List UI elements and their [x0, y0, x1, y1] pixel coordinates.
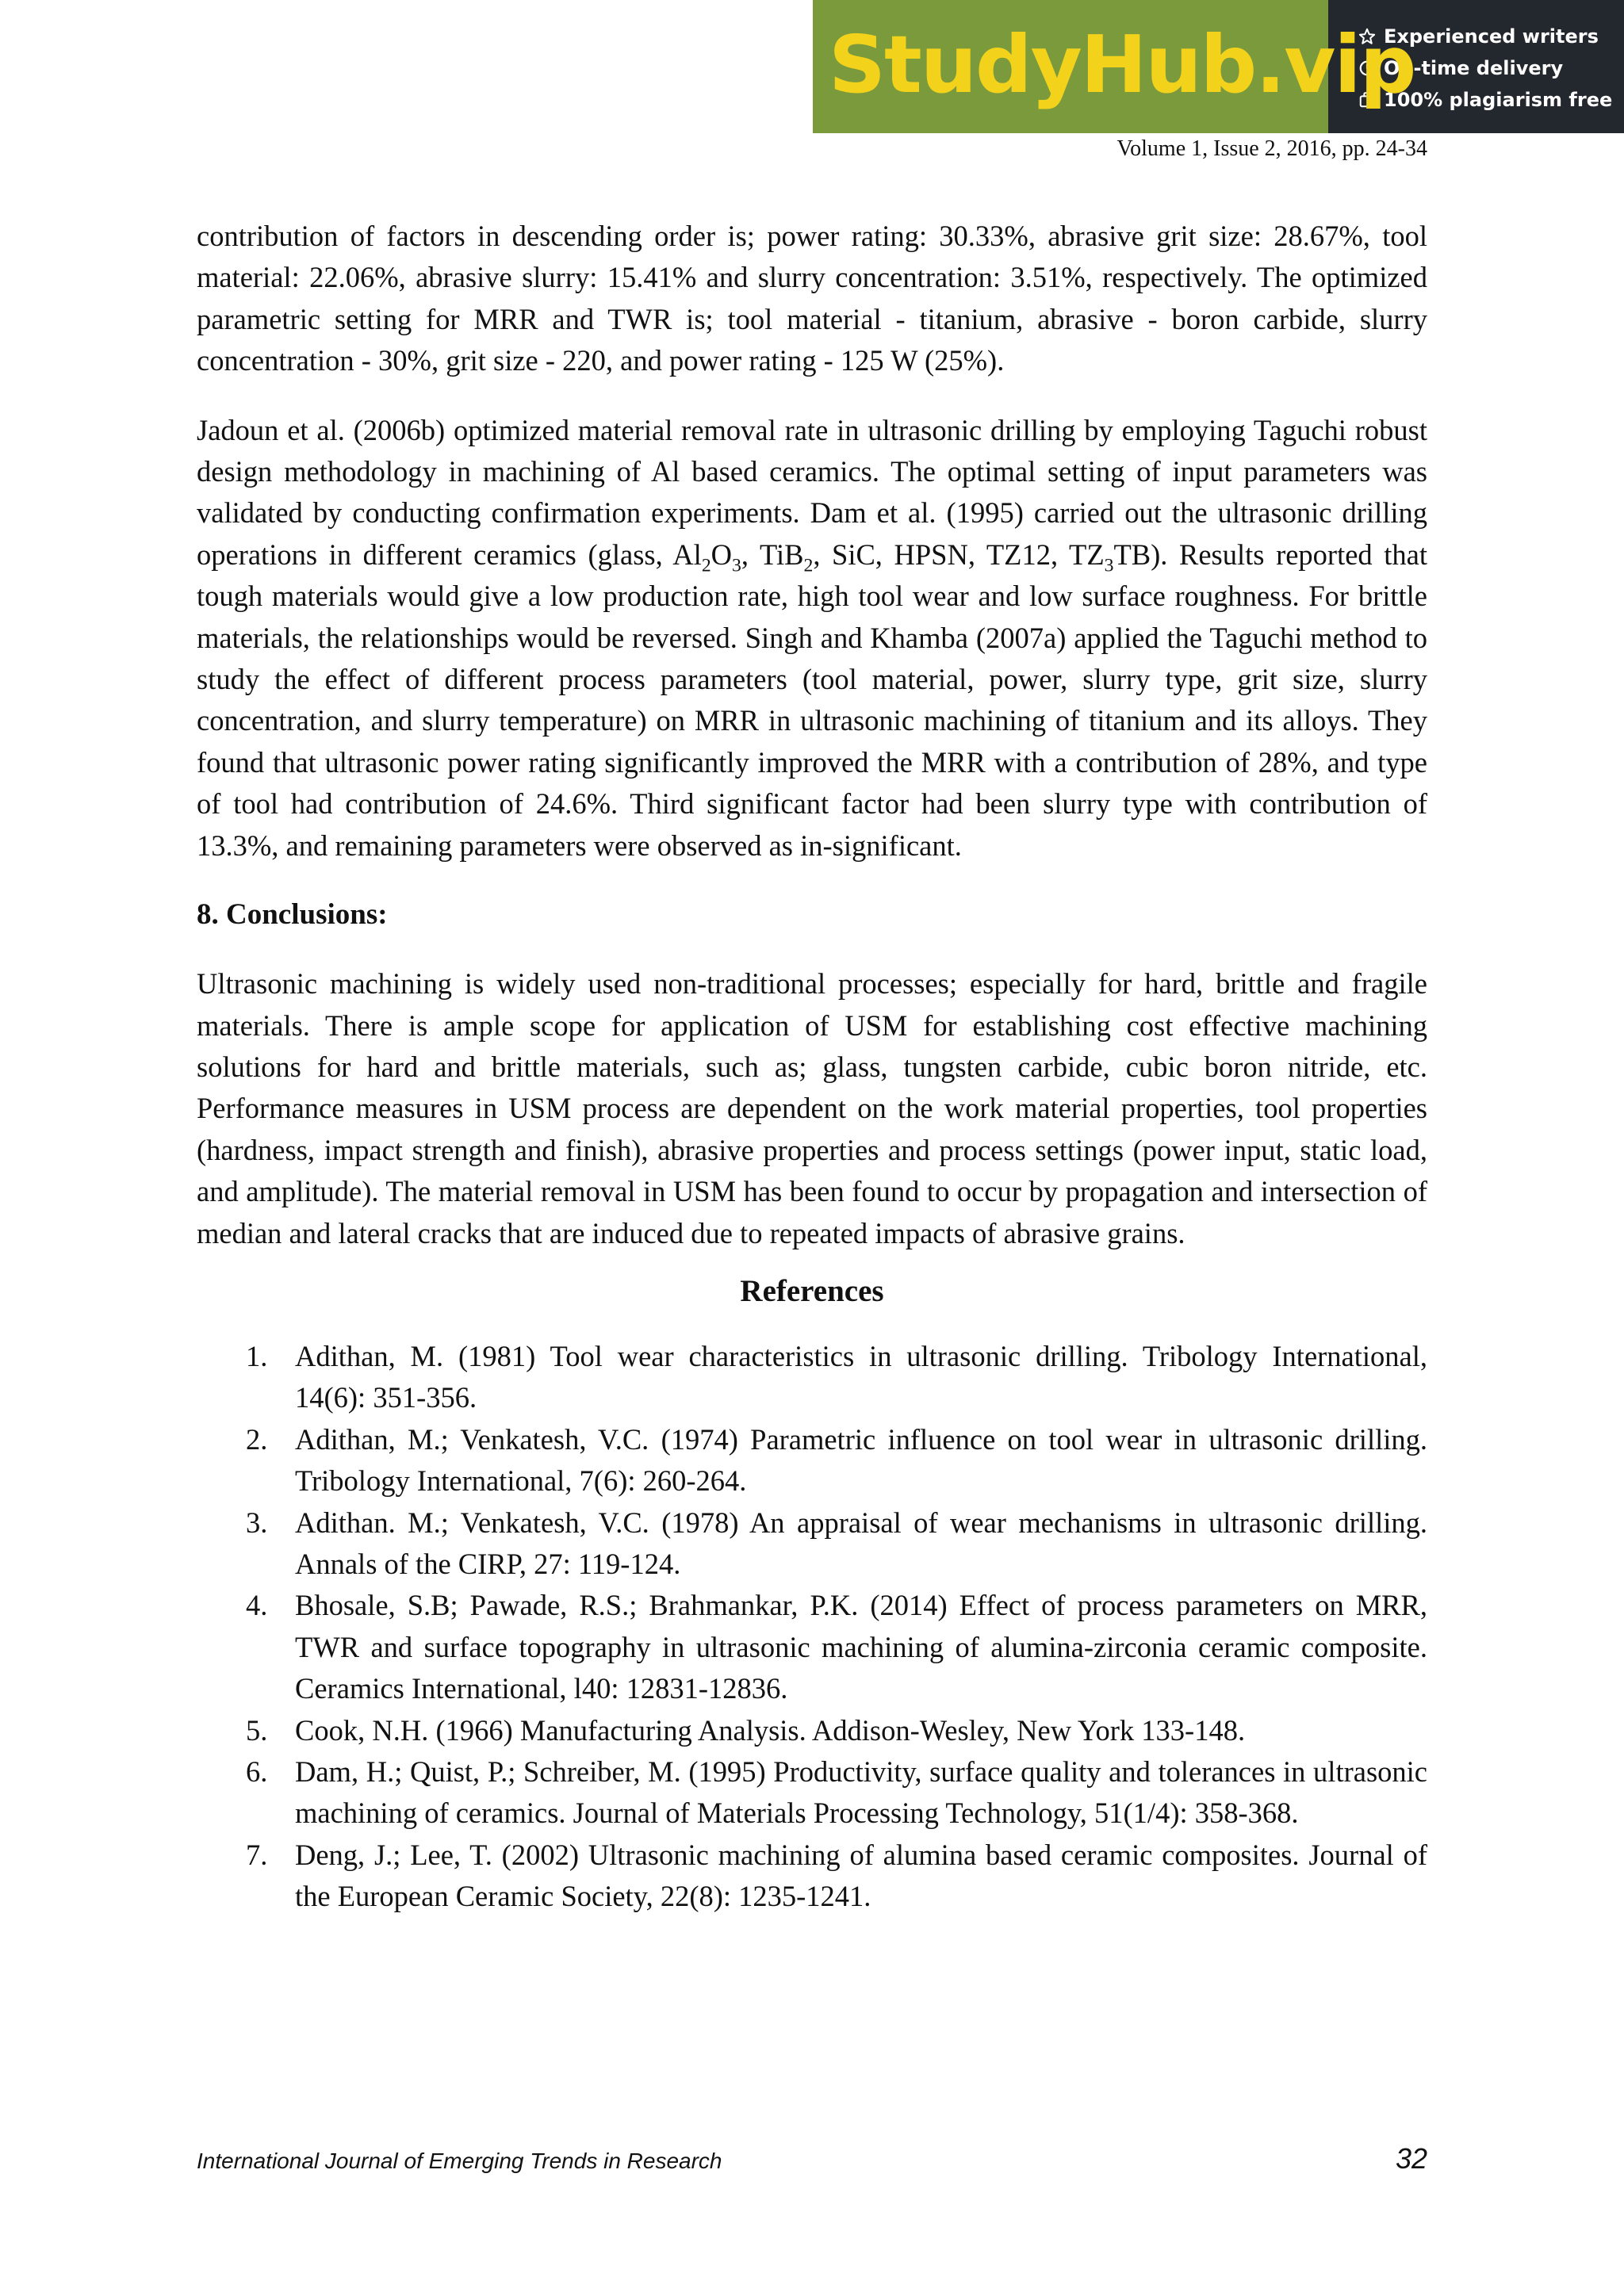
reference-item: 5. Cook, N.H. (1966) Manufacturing Analysis. Addison-Wesley, New York 133-148. — [246, 1713, 1246, 1747]
paragraph: Ultrasonic machining is widely used non-traditional processes; especially for hard, brittle and fragile materials. There is ample scope for application of USM for establishing cost effective machining solutions for hard and brittle materials, such as; glass, tungsten carbide, cubic boron nitride, etc. Performance measures in USM process are dependent on the work material properties, tool properties (hardness, impact strength and finish), abrasive properties and process settings (power input, static load, and amplitude). The material removal in USM has been found to occur by propagation and intersection of median and lateral cracks that are induced due to repeated impacts of abrasive grains. — [197, 967, 1427, 1249]
reference-item: 6. Dam, H.; Quist, P.; Schreiber, M. (1995) Productivity, surface quality and tolerances in ultrasonic machining of ceramics. Journal of Materials Processing Technology, 51(1/4): 358-368. — [246, 1755, 1427, 1830]
perk-label: Experienced writers — [1384, 25, 1599, 48]
perk-label: 100% plagiarism free — [1384, 89, 1613, 111]
studyhub-logo[interactable] — [813, 0, 1415, 133]
reference-list — [197, 1336, 1427, 1918]
page-content — [197, 216, 1427, 1918]
journal-name: International Journal of Emerging Trends in Research — [197, 2149, 722, 2173]
logo-text: StudyHub.vip — [829, 18, 1415, 111]
reference-item: 2. Adithan, M.; Venkatesh, V.C. (1974) Parametric influence on tool wear in ultrasonic drilling. Tribology International, 7(6): 260-264. — [246, 1422, 1427, 1498]
paragraph: Jadoun et al. (2006b) optimized material removal rate in ultrasonic drilling by employing Taguchi robust design methodology in machining of Al based ceramics. The optimal setting of input parameters was validated by conducting confirmation experiments. Dam et al. (1995) carried out the ultrasonic drilling operations in different ceramics (glass, $Al_2O_3$, TiB$_2$, SiC, HPSN, TZ12, $TZ_3TB$). Results reported that tough materials would give a low production rate, high tool wear and low surface roughness. For brittle materials, the relationships would be reversed. Singh and Khamba (2007a) applied the Taguchi method to study the effect of different process parameters (tool material, power, slurry type, grit size, slurry concentration, and slurry temperature) on MRR in ultrasonic machining of titanium and its alloys. They found that ultrasonic power rating significantly improved the MRR with a contribution of 28%, and type of tool had contribution of 24.6%. Third significant factor had been slurry type with contribution of 13.3%, and remaining parameters were observed as in-significant. — [197, 413, 1427, 862]
perk-label: On-time delivery — [1384, 57, 1564, 79]
reference-item: 7. Deng, J.; Lee, T. (2002) Ultrasonic machining of alumina based ceramic composites. Journal of the European Ceramic Society, 22(8): 1235-1241. — [246, 1838, 1427, 1913]
page-number: 32 — [1395, 2142, 1427, 2175]
reference-item: 3. Adithan. M.; Venkatesh, V.C. (1978) An appraisal of wear mechanisms in ultrasonic drilling. Annals of the CIRP, 27: 119-124. — [246, 1506, 1427, 1580]
paragraph: contribution of factors in descending order is; power rating: 30.33%, abrasive grit size: 28.67%, tool material: 22.06%, abrasive slurry: 15.41% and slurry concentration: 3.51%, respectively. The optimized parametric setting for MRR and TWR is; tool material - titanium, abrasive - boron carbide, slurry concentration - 30%, grit size - 220, and power rating - 125 W (25%). — [197, 220, 1427, 377]
section-heading: 8. Conclusions: — [197, 898, 388, 932]
issue-info: Volume 1, Issue 2, 2016, pp. 24-34 — [1116, 136, 1427, 161]
references-heading: References — [740, 1273, 884, 1308]
promo-banner[interactable] — [813, 0, 1624, 133]
reference-item: 1. Adithan, M. (1981) Tool wear characteristics in ultrasonic drilling. Tribology International, 14(6): 351-356. — [246, 1339, 1427, 1414]
reference-item: 4. Bhosale, S.B; Pawade, R.S.; Brahmankar, P.K. (2014) Effect of process parameters on MRR, TWR and surface topography in ultrasonic machining of alumina-zirconia ceramic composite. Ceramics International, l40: 12831-12836. — [246, 1589, 1427, 1705]
